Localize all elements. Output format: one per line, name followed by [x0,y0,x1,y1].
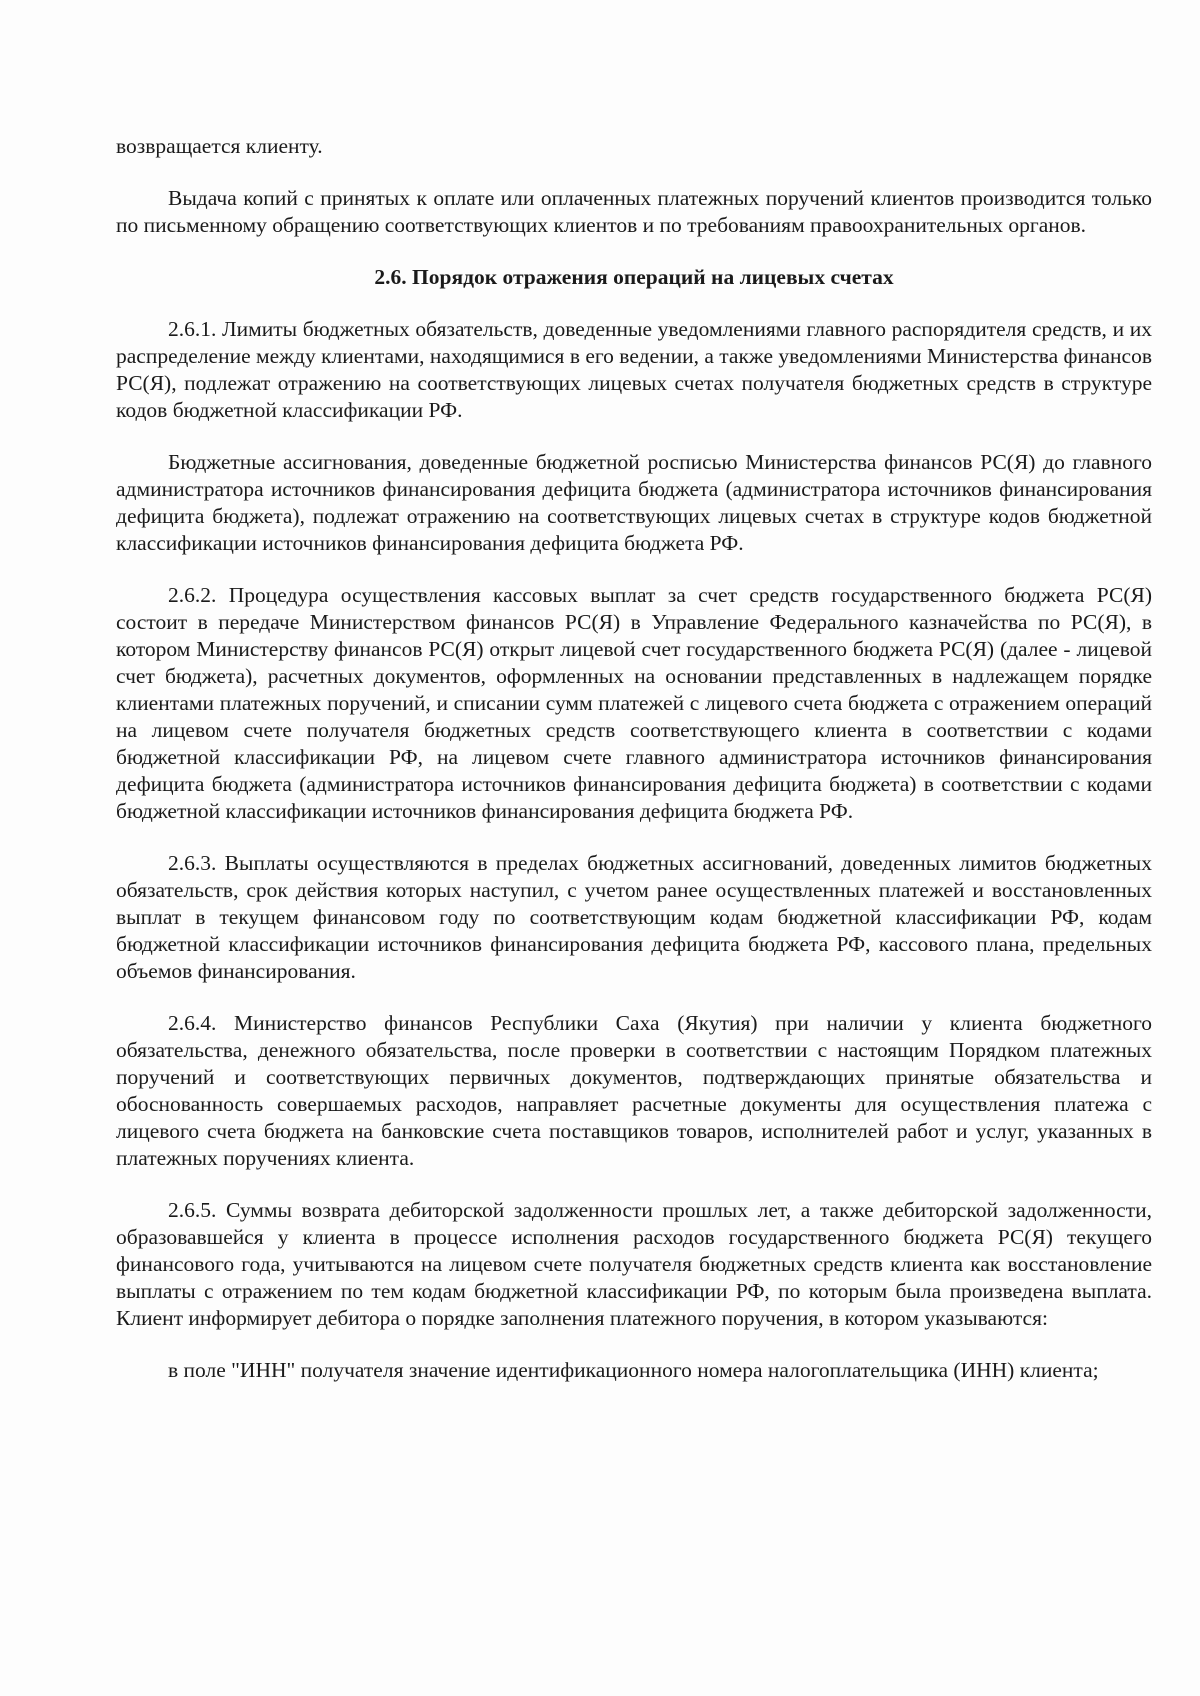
document-body [116,133,1152,1409]
paragraph-inn-field: в поле "ИНН" получателя значение идентификационного номера налогоплательщика (ИНН) клиента; [168,1358,1099,1382]
paragraph-copies-issuance: Выдача копий с принятых к оплате или оплаченных платежных поручений клиентов производится только по письменному обращению соответствующих клиентов и по требованиям правоохранительных органов. [116,186,1152,237]
paragraph-2-6-4: 2.6.4. Министерство финансов Республики Саха (Якутия) при наличии у клиента бюджетного обязательства, денежного обязательства, после проверки в соответствии с настоящим Порядком платежных поручений и соответствующих первичных документов, подтверждающих принятые обязательства и обоснованность совершаемых расходов, направляет расчетные документы для осуществления платежа с лицевого счета бюджета на банковские счета поставщиков товаров, исполнителей работ и услуг, указанных в платежных поручениях клиента. [116,1011,1152,1170]
paragraph-2-6-2: 2.6.2. Процедура осуществления кассовых выплат за счет средств государственного бюджета РС(Я) состоит в передаче Министерством финансов РС(Я) в Управление Федерального казначейства по РС(Я), в котором Министерству финансов РС(Я) открыт лицевой счет государственного бюджета РС(Я) (далее - лицевой счет бюджета), расчетных документов, оформленных на основании представленных в надлежащем порядке клиентами платежных поручений, и списании сумм платежей с лицевого счета бюджета с отражением операций на лицевом счете получателя бюджетных средств соответствующего клиента в соответствии с кодами бюджетной классификации РФ, на лицевом счете главного администратора источников финансирования дефицита бюджета (администратора источников финансирования дефицита бюджета) в соответствии с кодами бюджетной классификации источников финансирования дефицита бюджета РФ. [116,583,1152,823]
paragraph-budget-allocations: Бюджетные ассигнования, доведенные бюджетной росписью Министерства финансов РС(Я) до главного администратора источников финансирования дефицита бюджета (администратора источников финансирования дефицита бюджета), подлежат отражению на соответствующих лицевых счетах в структуре кодов бюджетной классификации источников финансирования дефицита бюджета РФ. [116,450,1152,555]
paragraph-2-6-3: 2.6.3. Выплаты осуществляются в пределах бюджетных ассигнований, доведенных лимитов бюджетных обязательств, срок действия которых наступил, с учетом ранее осуществленных платежей и восстановленных выплат в текущем финансовом году по соответствующим кодам бюджетной классификации РФ, кодам бюджетной классификации источников финансирования дефицита бюджета РФ, кассового плана, предельных объемов финансирования. [116,851,1152,983]
paragraph-2-6-1: 2.6.1. Лимиты бюджетных обязательств, доведенные уведомлениями главного распорядителя средств, и их распределение между клиентами, находящимися в его ведении, а также уведомлениями Министерства финансов РС(Я), подлежат отражению на соответствующих лицевых счетах получателя бюджетных средств в структуре кодов бюджетной классификации РФ. [116,317,1152,422]
section-heading: 2.6. Порядок отражения операций на лицевых счетах [374,265,894,289]
paragraph-2-6-5: 2.6.5. Суммы возврата дебиторской задолженности прошлых лет, а также дебиторской задолженности, образовавшейся у клиента в процессе исполнения расходов государственного бюджета РС(Я) текущего финансового года, учитываются на лицевом счете получателя бюджетных средств клиента как восстановление выплаты с отражением по тем кодам бюджетной классификации РФ, по которым была произведена выплата. Клиент информирует дебитора о порядке заполнения платежного поручения, в котором указываются: [116,1198,1152,1330]
paragraph-continuation: возвращается клиенту. [116,134,323,158]
